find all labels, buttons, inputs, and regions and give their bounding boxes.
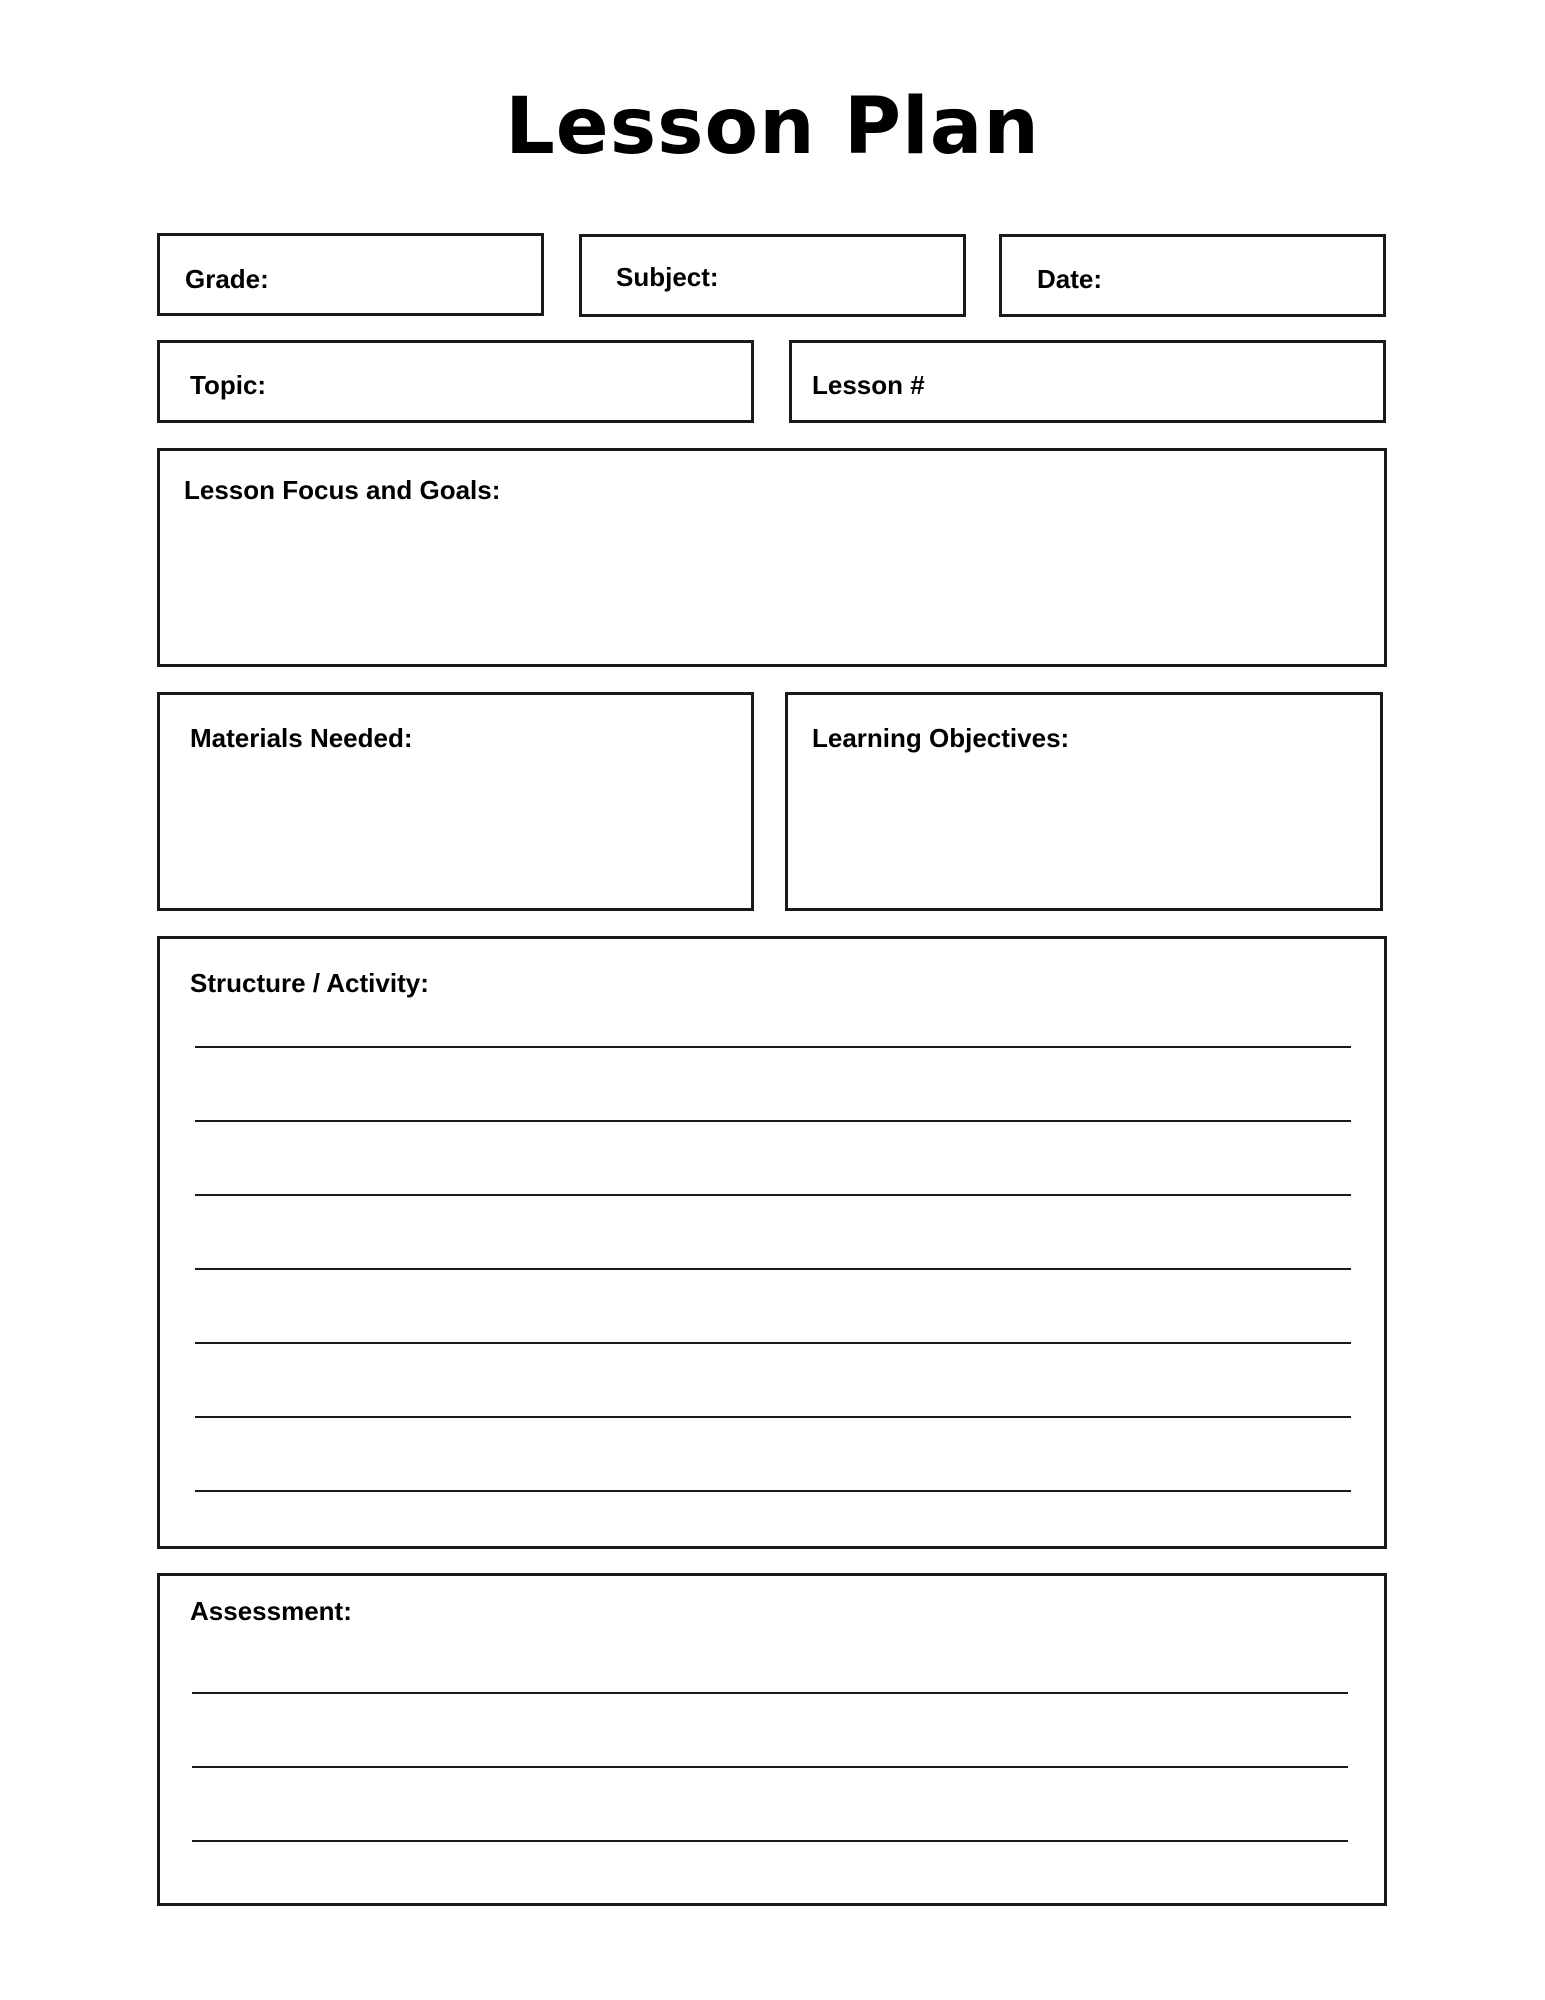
focus-goals-field[interactable] [157, 448, 1387, 667]
date-field[interactable] [999, 234, 1386, 317]
writing-line[interactable] [195, 1120, 1351, 1122]
assessment-label: Assessment: [190, 1596, 352, 1626]
structure-activity-label: Structure / Activity: [190, 968, 429, 998]
lesson-number-label: Lesson # [812, 370, 925, 400]
grade-label: Grade: [185, 264, 269, 294]
objectives-label: Learning Objectives: [812, 723, 1070, 753]
topic-field[interactable] [157, 340, 754, 423]
writing-line[interactable] [195, 1046, 1351, 1048]
writing-line[interactable] [195, 1268, 1351, 1270]
structure-activity-field[interactable] [157, 936, 1387, 1549]
objectives-field[interactable] [785, 692, 1383, 911]
writing-line[interactable] [192, 1692, 1348, 1694]
page-title: Lesson Plan [505, 82, 1040, 172]
assessment-field[interactable] [157, 1573, 1387, 1906]
writing-line[interactable] [192, 1840, 1348, 1842]
subject-field[interactable] [579, 234, 966, 317]
writing-line[interactable] [195, 1194, 1351, 1196]
subject-label: Subject: [616, 262, 719, 292]
writing-line[interactable] [195, 1342, 1351, 1344]
date-label: Date: [1037, 264, 1103, 294]
materials-label: Materials Needed: [190, 723, 413, 753]
writing-line[interactable] [192, 1766, 1348, 1768]
grade-field[interactable] [157, 233, 544, 316]
writing-line[interactable] [195, 1416, 1351, 1418]
materials-field[interactable] [157, 692, 754, 911]
focus-goals-label: Lesson Focus and Goals: [184, 475, 501, 505]
topic-label: Topic: [190, 370, 267, 400]
writing-line[interactable] [195, 1490, 1351, 1492]
lesson-number-field[interactable] [789, 340, 1386, 423]
